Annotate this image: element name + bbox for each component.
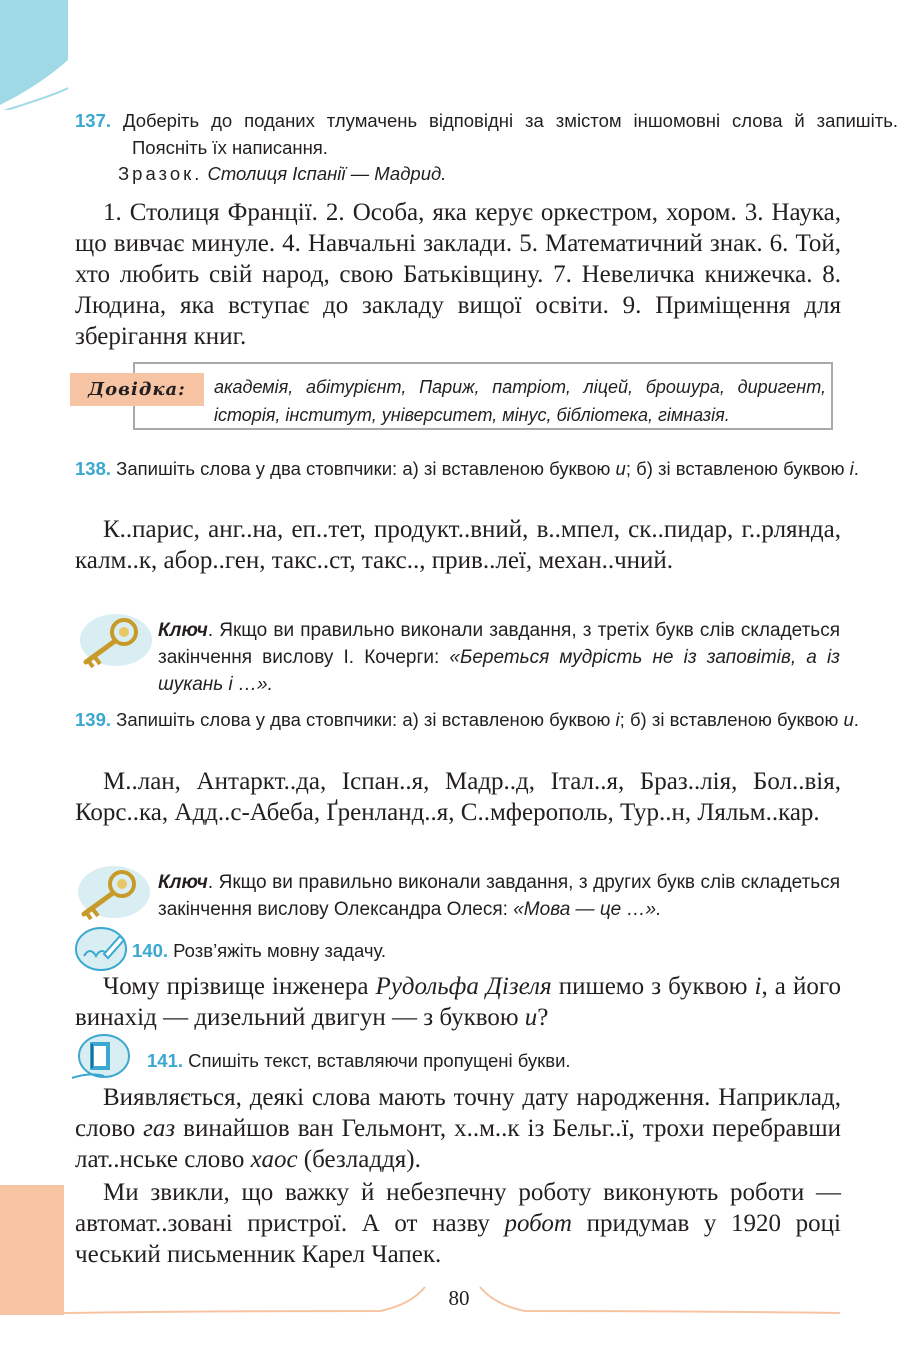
exercise-140-question [75, 971, 841, 1033]
letter: і [754, 973, 762, 1000]
task-text: ; б) зі вставленою буквою [625, 458, 850, 479]
task-text: Спишіть текст, вставляючи пропущені букви. [188, 1050, 571, 1071]
exercise-number: 140. [132, 940, 169, 961]
letter: і [849, 458, 854, 479]
task-text: Запишіть слова у два стовпчики: а) зі вставленою буквою [116, 709, 616, 730]
letter: и [843, 709, 854, 730]
task-text: Запишіть слова у два стовпчики: а) зі вставленою буквою [116, 458, 616, 479]
key-icon [76, 612, 154, 668]
question-text: пишемо з буквою [551, 973, 755, 1000]
exercise-number: 137. [75, 110, 112, 131]
question-text: Чому прізвище інженера [103, 973, 376, 1000]
task-text: Розв’яжіть мовну задачу. [173, 940, 387, 961]
word: робот [504, 1210, 572, 1237]
reference-label: Довідка: [70, 373, 204, 406]
exercise-140-task [132, 937, 386, 964]
paragraph-text: винайшов ван Гельмонт, х..м..к із Бельг..ї, трохи перебравши лат..нське слово [75, 1115, 841, 1173]
key-label: Ключ [158, 872, 208, 893]
word: газ [143, 1115, 176, 1142]
notebook-icon [70, 1032, 132, 1082]
task-text: . [853, 709, 859, 730]
name: Рудольфа Дізеля [375, 973, 552, 1000]
paragraph-text: придумав у 1920 році чеський письменник Карел Чапек. [75, 1210, 841, 1268]
key-138 [158, 617, 840, 698]
key-label: Ключ [158, 620, 208, 641]
sample-text: Столиця Іспанії — Мадрид. [207, 163, 447, 184]
letter: и [524, 1004, 538, 1031]
exercise-138-words: К..парис, анг..на, еп..тет, продукт..вний, в..мпел, ск..пидар, г..рлянда, калм..к, абор..ген, такс..ст, такс.., прив..леї, механ..чний. [75, 516, 841, 574]
task-text: ; б) зі вставленою буквою [619, 709, 844, 730]
question-text: , а його винахід — дизельний двигун — з буквою [75, 973, 841, 1031]
key-text: . Якщо ви правильно виконали завдання, з третіх букв слів складеться закінчення вислову І. Кочерги: [158, 620, 840, 668]
paragraph-text: Виявляється, деякі слова мають точну дату народження. Наприклад, слово [75, 1084, 841, 1142]
key-icon [74, 864, 152, 920]
exercise-number: 139. [75, 709, 112, 730]
sample [118, 163, 446, 185]
exercise-139-task [75, 706, 898, 733]
exercise-137-items: 1. Столиця Франції. 2. Особа, яка керує оркестром, хором. 3. Наука, що вивчає минуле. 4. Навчальні заклади. 5. Математичний знак. 6. Той, хто любить свій народ, свою Батьківщину. 7. Невеличка книжечка. 8. Людина, яка вступає до закладу вищої освіти. 9. Приміщення для зберігання книг. [75, 199, 841, 350]
exercise-141-paragraph-1 [75, 1082, 841, 1175]
exercise-138-task [75, 455, 898, 482]
task-text: . [853, 458, 859, 479]
key-quote: «Береться мудрість не із заповітів, а із шукань і …». [158, 647, 840, 695]
sample-label: Зразок. [118, 163, 203, 184]
exercise-141-paragraph-2 [75, 1177, 841, 1270]
task-text: Доберіть до поданих тлумачень відповідні за змістом іншомовні слова й запишіть. Поясніть їх написання. [122, 110, 899, 158]
key-quote: «Мова — це …». [513, 899, 662, 920]
page-number: 80 [448, 1286, 470, 1310]
question-text: ? [537, 1004, 549, 1031]
paragraph-text: (безладдя). [297, 1146, 421, 1173]
exercise-137-task [75, 107, 898, 161]
key-139 [158, 869, 840, 923]
reference-words: академія, абітурієнт, Париж, патріот, ліцей, брошура, диригент, історія, інститут, університет, мінус, бібліотека, гімназія. [214, 377, 826, 425]
paragraph-text: Ми звикли, що важку й небезпечну роботу виконують роботи — автомат..зовані пристрої. А от назву [75, 1179, 841, 1237]
letter: і [615, 709, 620, 730]
word: хаос [250, 1146, 298, 1173]
corner-decoration [0, 0, 120, 110]
key-text: . Якщо ви правильно виконали завдання, з других букв слів складеться закінчення вислову Олександра Олеся: [158, 872, 840, 920]
exercise-number: 138. [75, 458, 112, 479]
exercise-139-words: М..лан, Антаркт..да, Іспан..я, Мадр..д, Італ..я, Браз..лія, Бол..вія, Корс..ка, Адд..с-Абеба, Ґренланд..я, С..мферополь, Тур..н, Ляльм..кар. [75, 768, 841, 826]
letter: и [615, 458, 626, 479]
exercise-141-task [147, 1047, 571, 1074]
exercise-number: 141. [147, 1050, 184, 1071]
pen-writing-icon [74, 926, 128, 972]
